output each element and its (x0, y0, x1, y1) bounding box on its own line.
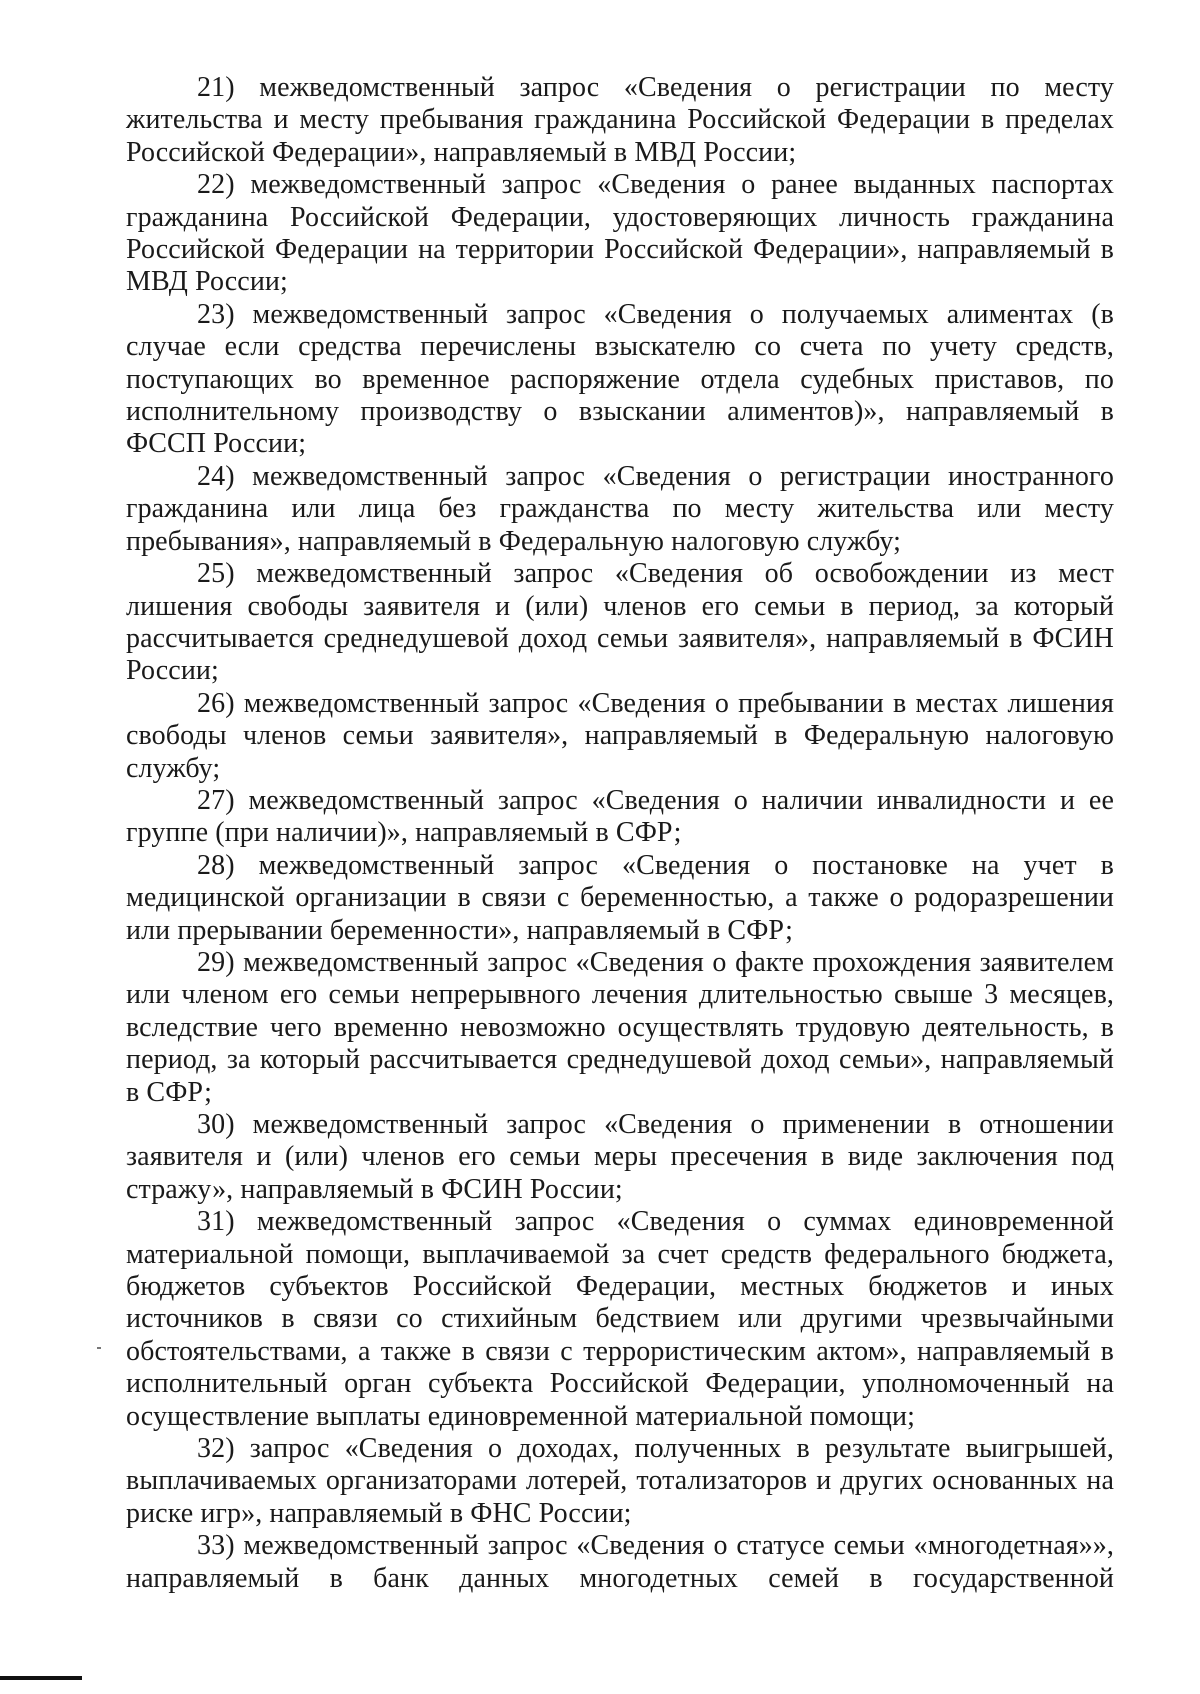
list-item-25: 25) межведомственный запрос «Сведения об освобождении из мест лишения свободы заявителя и (или) членов его семьи в период, за который рассчитывается среднедушевой доход семьи заявителя», направляемый в ФСИН России; (126, 558, 1114, 687)
list-item-29: 29) межведомственный запрос «Сведения о факте прохождения заявителем или членом его семьи непрерывного лечения длительностью свыше 3 месяцев, вследствие чего временно невозможно осуществлять трудовую деятельность, в период, за который рассчитывается среднедушевой доход семьи», направляемый в СФР; (126, 946, 1114, 1108)
document-body (126, 72, 1114, 1595)
scan-edge-line (0, 1676, 82, 1680)
list-item-31: 31) межведомственный запрос «Сведения о суммах единовременной материальной помощи, выплачиваемой за счет средств федерального бюджета, бюджетов субъектов Российской Федерации, местных бюджетов и иных источников в связи со стихийным бедствием или другими чрезвычайными обстоятельствами, а также в связи с террористическим актом», направляемый в исполнительный орган субъекта Российской Федерации, уполномоченный на осуществление выплаты единовременной материальной помощи; (126, 1206, 1114, 1432)
scan-margin-mark (97, 1347, 101, 1349)
list-item-30: 30) межведомственный запрос «Сведения о применении в отношении заявителя и (или) членов его семьи меры пресечения в виде заключения под стражу», направляемый в ФСИН России; (126, 1109, 1114, 1205)
list-item-27: 27) межведомственный запрос «Сведения о наличии инвалидности и ее группе (при наличии)», направляемый в СФР; (126, 784, 1114, 849)
list-item-24: 24) межведомственный запрос «Сведения о регистрации иностранного гражданина или лица без гражданства по месту жительства или месту пребывания», направляемый в Федеральную налоговую службу; (126, 460, 1114, 557)
list-item-33: 33) межведомственный запрос «Сведения о статусе семьи «многодетная»», направляемый в банк данных многодетных семей в государственной (126, 1530, 1114, 1594)
list-item-22: 22) межведомственный запрос «Сведения о ранее выданных паспортах гражданина Российской Федерации, удостоверяющих личность гражданина Российской Федерации на территории Российской Федерации», направляемый в МВД России; (126, 169, 1114, 298)
list-item-26: 26) межведомственный запрос «Сведения о пребывании в местах лишения свободы членов семьи заявителя», направляемый в Федеральную налоговую службу; (126, 687, 1114, 784)
list-item-28: 28) межведомственный запрос «Сведения о постановке на учет в медицинской организации в связи с беременностью, а также о родоразрешении или прерывании беременности», направляемый в СФР; (126, 849, 1114, 946)
list-item-32: 32) запрос «Сведения о доходах, полученных в результате выигрышей, выплачиваемых организаторами лотерей, тотализаторов и других основанных на риске игр», направляемый в ФНС России; (126, 1433, 1114, 1529)
list-item-21: 21) межведомственный запрос «Сведения о регистрации по месту жительства и месту пребывания гражданина Российской Федерации в пределах Российской Федерации», направляемый в МВД России; (126, 72, 1114, 168)
list-item-23: 23) межведомственный запрос «Сведения о получаемых алиментах (в случае если средства перечислены взыскателю со счета по учету средств, поступающих во временное распоряжение отдела судебных приставов, по исполнительному производству о взыскании алиментов)», направляемый в ФССП России; (126, 298, 1114, 460)
